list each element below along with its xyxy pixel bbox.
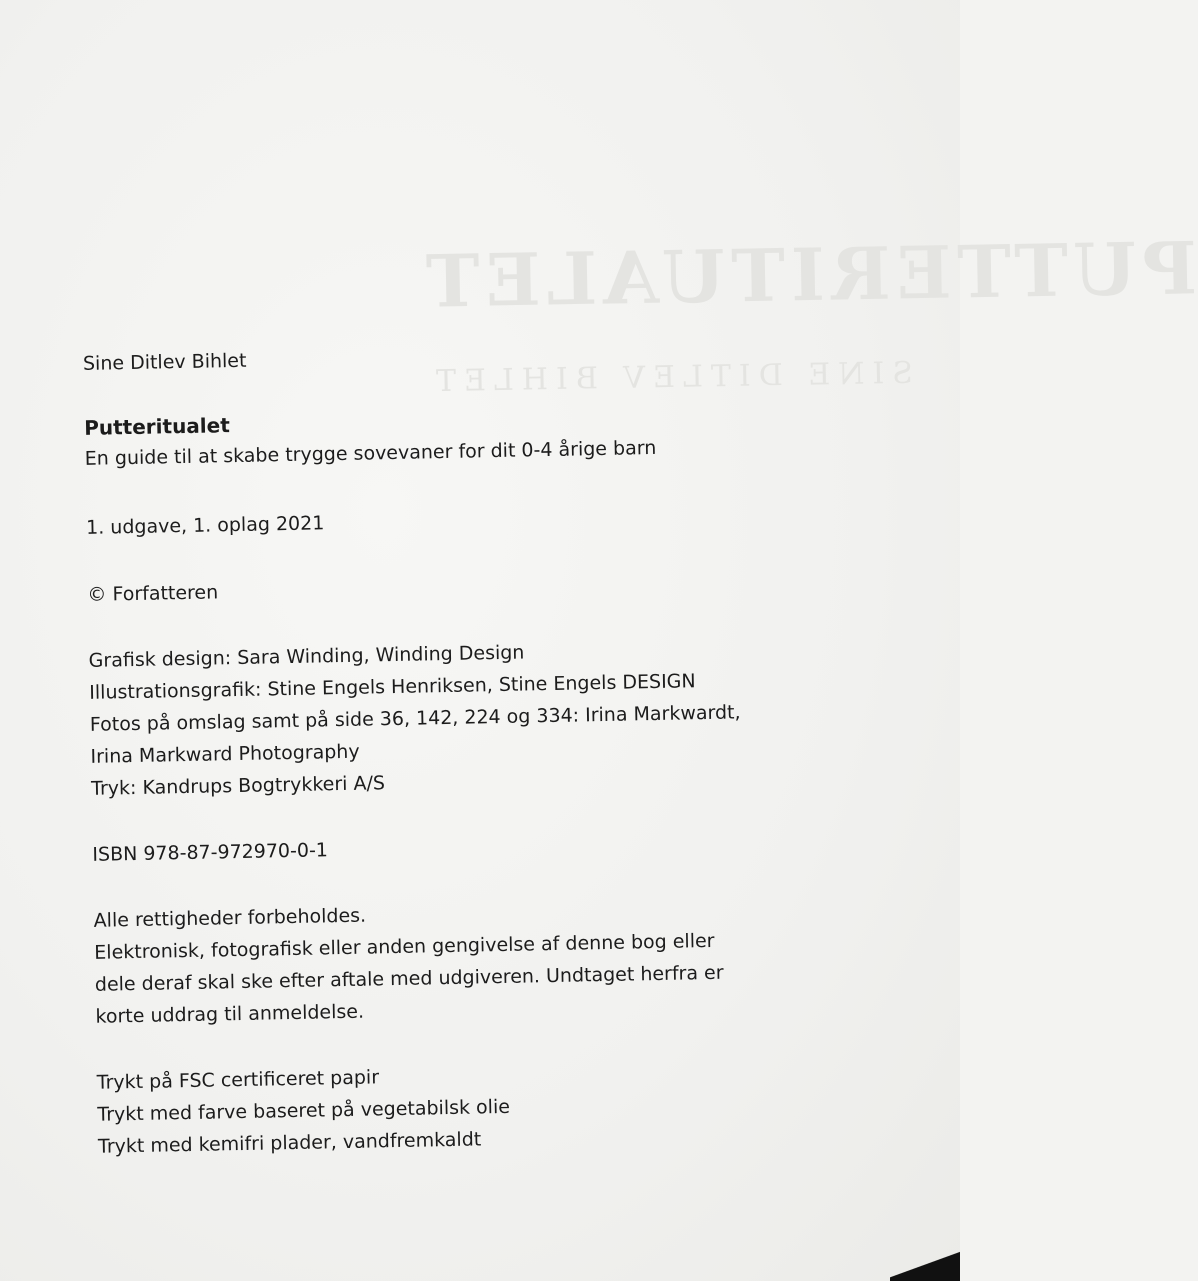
printing-line: Trykt på FSC certificeret papir	[96, 1066, 380, 1094]
rights-line: Elektronisk, fotografisk eller anden gengivelse af denne bog eller	[94, 929, 715, 964]
credit-line: Fotos på omslag samt på side 36, 142, 224 og 334: Irina Markwardt,	[89, 701, 741, 736]
book-title: Putteritualet	[83, 413, 230, 440]
printing-line: Trykt med kemifri plader, vandfremkaldt	[97, 1128, 482, 1158]
credit-line: Tryk: Kandrups Bogtrykkeri A/S	[90, 772, 386, 800]
credit-line: Illustrationsgrafik: Stine Engels Henriksen, Stine Engels DESIGN	[89, 670, 696, 704]
printing-line: Trykt med farve baseret på vegetabilsk olie	[97, 1095, 511, 1126]
rights-line: korte uddrag til anmeldelse.	[95, 1000, 365, 1028]
credit-line: Irina Markward Photography	[90, 740, 360, 768]
isbn: ISBN 978-87-972970-0-1	[92, 839, 329, 866]
copyright-line: © Forfatteren	[87, 581, 219, 606]
show-through-author: SINE DITLEV BIHLET	[427, 355, 914, 400]
book-subtitle: En guide til at skabe trygge sovevaner for dit 0-4 årige barn	[84, 436, 657, 470]
rights-line: dele deraf skal ske efter aftale med udgiveren. Undtaget herfra er	[94, 961, 724, 996]
edition-info: 1. udgave, 1. oplag 2021	[85, 512, 325, 539]
rights-line: Alle rettigheder forbeholdes.	[93, 904, 367, 932]
author-name: Sine Ditlev Bihlet	[82, 349, 247, 375]
credit-line: Grafisk design: Sara Winding, Winding Design	[88, 641, 525, 672]
page-corner-shadow	[890, 1241, 960, 1281]
show-through-title: PUTTERITUALET	[419, 225, 1198, 324]
